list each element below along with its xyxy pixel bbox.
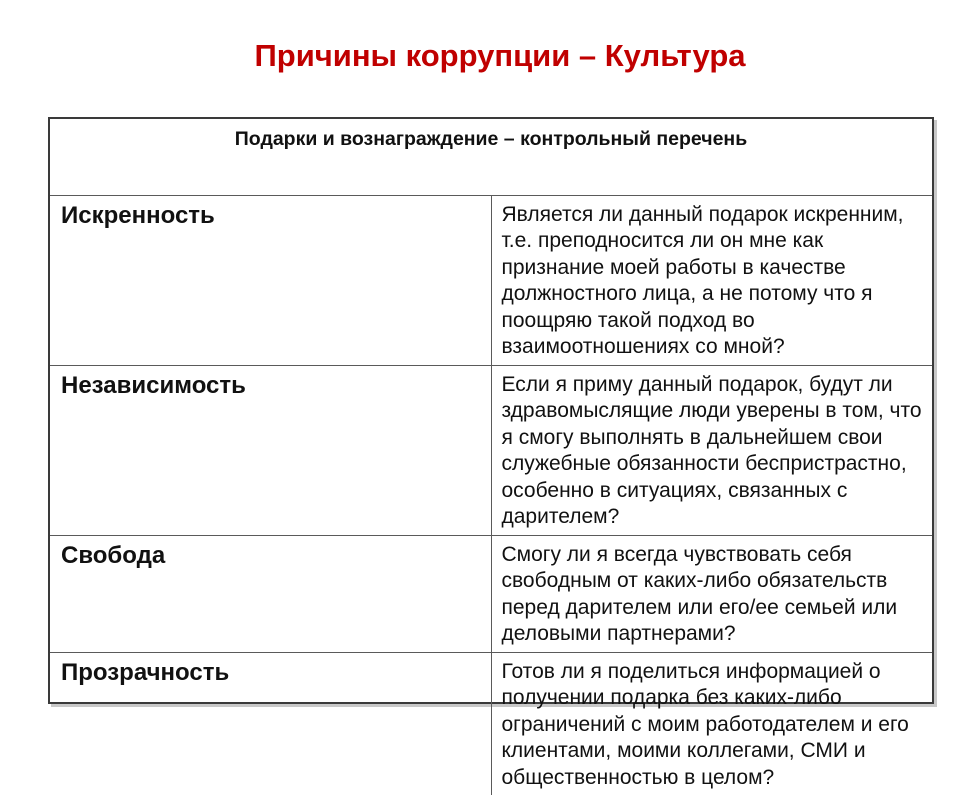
checklist-table xyxy=(50,119,932,795)
question-cell: Является ли данный подарок искренним, т.е. преподносится ли он мне как признание моей работы в качестве должностного лица, а не потому что я поощряю такой подход во взаимоотношениях со мной? xyxy=(491,195,932,365)
checklist-frame xyxy=(48,117,934,789)
term-cell: Независимость xyxy=(50,365,491,535)
table-row xyxy=(50,365,932,535)
term-cell: Прозрачность xyxy=(50,652,491,795)
question-cell: Если я приму данный подарок, будут ли здравомыслящие люди уверены в том, что я смогу выполнять в дальнейшем свои служебные обязанности беспристрастно, особенно в ситуациях, связанных с дарителем? xyxy=(491,365,932,535)
term-cell: Искренность xyxy=(50,195,491,365)
table-row xyxy=(50,195,932,365)
table-header-row xyxy=(50,119,932,195)
table-row xyxy=(50,535,932,652)
table-row xyxy=(50,652,932,795)
table-header: Подарки и вознаграждение – контрольный перечень xyxy=(50,119,932,195)
question-cell: Смогу ли я всегда чувствовать себя свободным от каких-либо обязательств перед дарителем или его/ее семьей или деловыми партнерами? xyxy=(491,535,932,652)
term-cell: Свобода xyxy=(50,535,491,652)
page-title: Причины коррупции – Культура xyxy=(254,38,746,73)
question-cell: Готов ли я поделиться информацией о получении подарка без каких-либо ограничений с моим работодателем и его клиентами, моими коллегами, СМИ и общественностью в целом? xyxy=(491,652,932,795)
